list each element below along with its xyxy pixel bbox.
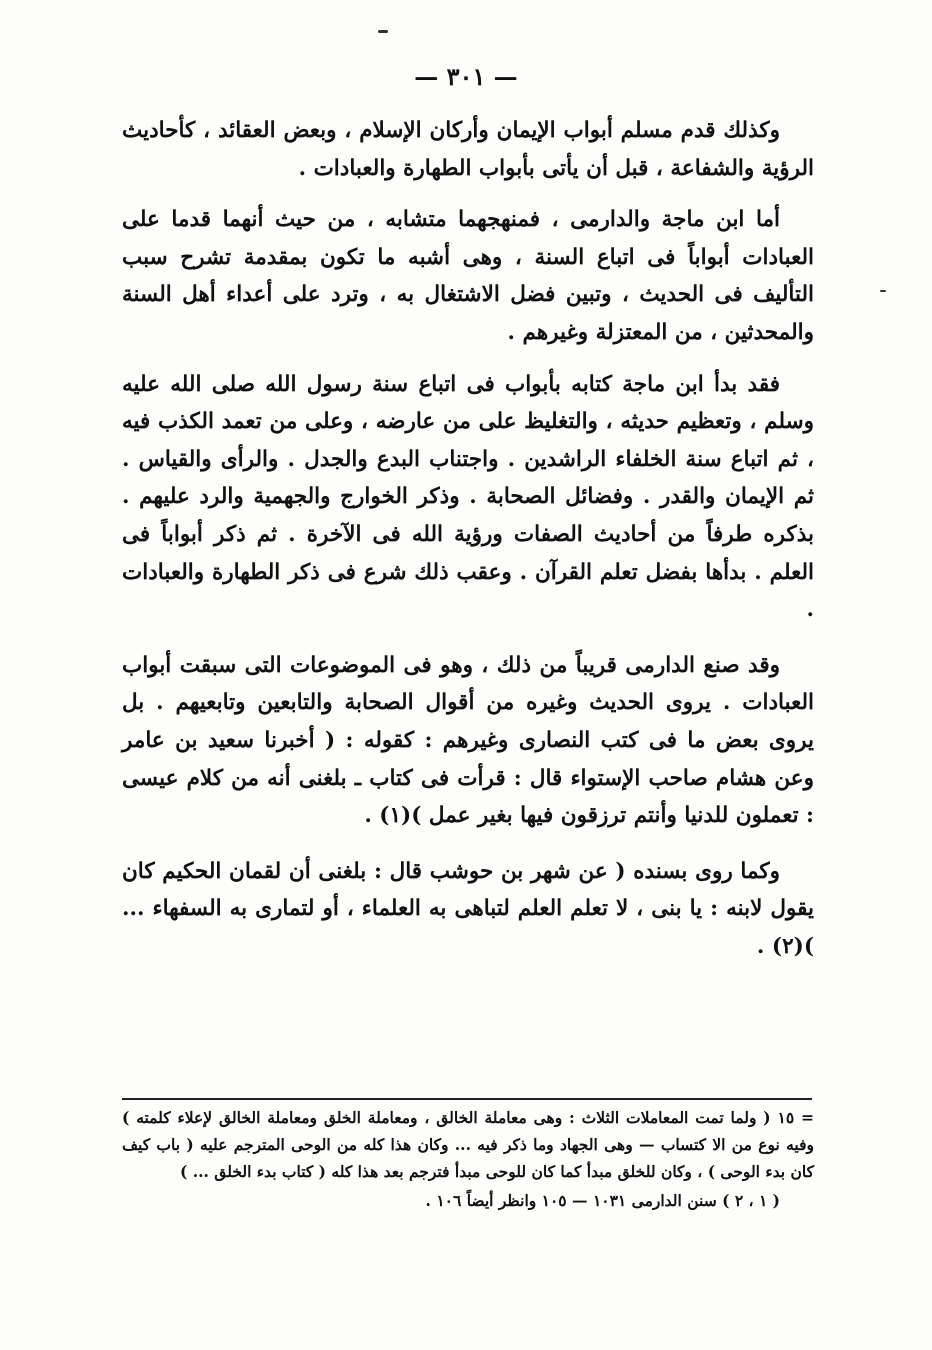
- paragraph-ibn-majah-book: فقد بدأ ابن ماجة كتابه بأبواب فى اتباع سنة رسول الله صلى الله عليه وسلم ، وتعظيم حديثه ، والتغليظ على من عارضه ، وعلى من تعمد الكذب فيه ، ثم اتباع سنة الخلفاء الراشدين . واجتناب البدع والجدل . والرأى والقياس . ثم الإيمان والقدر . وفضائل الصحابة . وذكر الخوارج والجهمية والرد عليهم . بذكره طرفاً من أحاديث الصفات ورؤية الله فى الآخرة . ثم ذكر أبواباً فى العلم . بدأها بفضل تعلم القرآن . وعقب ذلك شرع فى ذكر الطهارة والعبادات .: [122, 371, 815, 623]
- paragraph-muslim-order: وكذلك قدم مسلم أبواب الإيمان وأركان الإسلام ، وبعض العقائد ، كأحاديث الرؤية والشفاعة ، قبل أن يأتى بأبواب الطهارة والعبادات .: [122, 118, 814, 181]
- scan-mark-right: [880, 290, 886, 292]
- paragraph-darimi-topics: وقد صنع الدارمى قريباً من ذلك ، وهو فى الموضوعات التى سبقت أبواب العبادات . يروى الحديث وغيره من أقوال الصحابة والتابعين وتابعيهم . بل يروى بعض ما فى كتب النصارى وغيرهم : كقوله : ( أخبرنا سعيد بن عامر وعن هشام صاحب الإستواء قال : قرأت فى كتاب ـ بلغنى أنه من كلام عيسى : تعملون للدنيا وأنتم ترزقون فيها بغير عمل )(١) .: [122, 652, 814, 829]
- main-text-block: [122, 112, 814, 981]
- footnotes-block: [122, 1104, 814, 1214]
- footnote-reference: ( ١ ، ٢ ) سنن الدارمى ١٠٣١ — ١٠٥ وانظر أيضاً ١٠٦ .: [425, 1191, 780, 1210]
- scan-mark-top: [378, 30, 388, 33]
- paragraph-luqman-quote: وكما روى بسنده ( عن شهر بن حوشب قال : بلغنى أن لقمان الحكيم كان يقول لابنه : يا بنى ، لا تعلم العلم لتباهى به العلماء ، أو لتمارى به السفهاء ... )(٢) .: [122, 858, 814, 959]
- footnote-divider: [122, 1098, 812, 1100]
- footnote-continued: = ١٥ ( ولما تمت المعاملات الثلاث : وهى معاملة الخالق ، ومعاملة الخلق ومعاملة الخالق لإعلاء كلمته ) وفيه نوع من الا كتساب — وهى الجهاد وما ذكر فيه ... وكان هذا كله من الوحى المترجم عليه ( باب كيف كان بدء الوحى ) ، وكان للخلق مبدأ كما كان للوحى مبدأ فترجم بعد هذا كله ( كتاب بدء الخلق ... ): [122, 1108, 814, 1181]
- page-number: — ٣٠١ —: [414, 62, 518, 91]
- paragraph-ibn-majah-darimi: أما ابن ماجة والدارمى ، فمنهجهما متشابه ، من حيث أنهما قدما على العبادات أبواباً فى اتباع السنة ، وهى أشبه ما تكون بمقدمة تشرح سبب التأليف فى الحديث ، وتبين فضل الاشتغال به ، وترد على أعداء أهل السنة والمحدثين ، من المعتزلة وغيرهم .: [122, 207, 814, 345]
